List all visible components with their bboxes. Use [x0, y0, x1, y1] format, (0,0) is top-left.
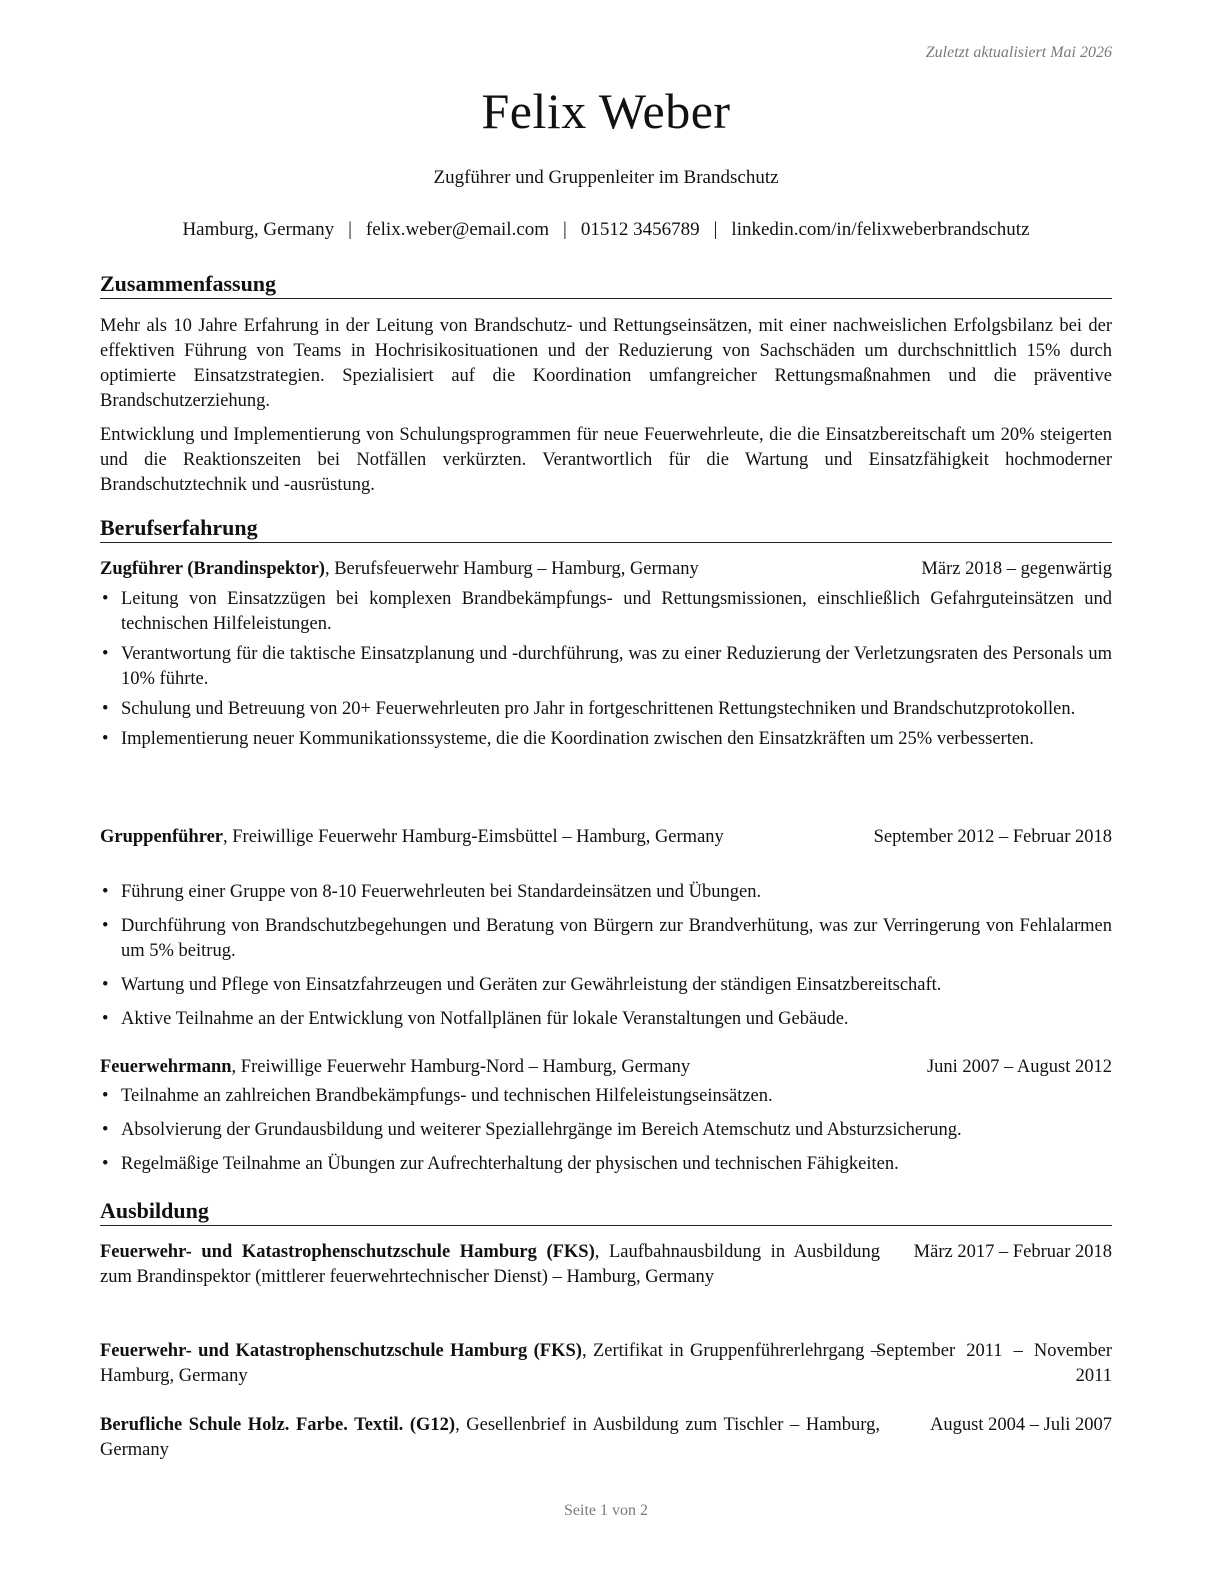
bullet-icon: •: [102, 1154, 109, 1174]
last-updated: Zuletzt aktualisiert Mai 2026: [925, 44, 1112, 61]
bullet-icon: •: [102, 1086, 109, 1106]
education-dates: September 2011 – November 2011: [876, 1341, 1112, 1386]
job-role: Feuerwehrmann: [100, 1057, 232, 1077]
candidate-name: Felix Weber: [481, 83, 731, 139]
contact-separator: |: [713, 219, 718, 240]
job-dates: Juni 2007 – August 2012: [926, 1057, 1112, 1077]
job-org: , Freiwillige Feuerwehr Hamburg-Eimsbüttel – Hamburg, Germany: [223, 827, 724, 847]
section-title-experience: Berufserfahrung: [100, 515, 1112, 543]
contact-linkedin[interactable]: linkedin.com/in/felixweberbrandschutz: [731, 219, 1030, 240]
bullet-icon: •: [102, 729, 109, 749]
contact-location: Hamburg, Germany: [182, 219, 335, 240]
bullet-icon: •: [102, 916, 109, 936]
list-item: • Teilnahme an zahlreichen Brandbekämpfungs- und technischen Hilfeleistungseinsätzen.: [100, 1084, 1112, 1109]
education-detail: , Laufbahnausbildung in Ausbildung zum Brandinspektor (mittlerer feuerwehrtechnischer Dienst) – Hamburg, Germany: [100, 1242, 880, 1287]
job-role: Zugführer (Brandinspektor): [100, 559, 325, 579]
bullet-icon: •: [102, 975, 109, 995]
summary-paragraph: Entwicklung und Implementierung von Schulungsprogrammen für neue Feuerwehrleute, die die Einsatzbereitschaft um 20% steigerten und die Reaktionszeiten bei Notfällen verkürzten. Verantwortlich für die Wartung und Einsatzfähigkeit hochmoderner Brandschutztechnik und -ausrüstung.: [100, 425, 1112, 495]
job-dates: März 2018 – gegenwärtig: [921, 559, 1112, 579]
list-item: • Schulung und Betreuung von 20+ Feuerwehrleuten pro Jahr in fortgeschrittenen Rettungstechniken und Brandschutzprotokollen.: [100, 697, 1112, 722]
education-school: Feuerwehr- und Katastrophenschutzschule Hamburg (FKS): [100, 1242, 595, 1262]
job-org: , Freiwillige Feuerwehr Hamburg-Nord – Hamburg, Germany: [231, 1057, 691, 1077]
list-item: • Regelmäßige Teilnahme an Übungen zur Aufrechterhaltung der physischen und technischen Fähigkeiten.: [100, 1152, 1112, 1177]
bullet-icon: •: [102, 699, 109, 719]
list-item: • Aktive Teilnahme an der Entwicklung von Notfallplänen für lokale Veranstaltungen und Gebäude.: [100, 1007, 1112, 1032]
contact-line: [100, 219, 1112, 241]
job-dates: September 2012 – Februar 2018: [873, 827, 1112, 847]
list-item: • Führung einer Gruppe von 8-10 Feuerwehrleuten bei Standardeinsätzen und Übungen.: [100, 880, 1112, 905]
job-bullets: [100, 1084, 1112, 1186]
bullet-icon: •: [102, 1120, 109, 1140]
list-item: • Wartung und Pflege von Einsatzfahrzeugen und Geräten zur Gewährleistung der ständigen Einsatzbereitschaft.: [100, 973, 1112, 998]
section-title-summary: Zusammenfassung: [100, 271, 1112, 299]
job-role: Gruppenführer: [100, 827, 224, 847]
list-item: • Absolvierung der Grundausbildung und weiterer Speziallehrgänge im Bereich Atemschutz und Absturzsicherung.: [100, 1118, 1112, 1143]
bullet-icon: •: [102, 882, 109, 902]
bullet-icon: •: [102, 1009, 109, 1029]
list-item: • Leitung von Einsatzzügen bei komplexen Brandbekämpfungs- und Rettungsmissionen, einschließlich Gefahrguteinsätzen und technischen Hilfeleistungen.: [102, 589, 1112, 634]
education-school: Feuerwehr- und Katastrophenschutzschule Hamburg (FKS): [100, 1341, 582, 1361]
contact-phone[interactable]: 01512 3456789: [580, 219, 700, 240]
contact-separator: |: [563, 219, 567, 240]
list-item: • Verantwortung für die taktische Einsatzplanung und -durchführung, was zu einer Reduzierung der Verletzungsraten des Personals um 10% führte.: [102, 644, 1112, 689]
bullet-icon: •: [102, 644, 109, 664]
summary-paragraph: Mehr als 10 Jahre Erfahrung in der Leitung von Brandschutz- und Rettungseinsätzen, mit einer nachweislichen Erfolgsbilanz bei der effektiven Führung von Teams in Hochrisikosituationen und der Reduzierung von Sachschäden um durchschnittlich 15% durch optimierte Einsatzstrategien. Spezialisiert auf die Koordination umfangreicher Rettungsmaßnahmen und die präventive Brandschutzerziehung.: [100, 316, 1112, 411]
job-org: , Berufsfeuerwehr Hamburg – Hamburg, Germany: [324, 559, 699, 579]
list-item: • Implementierung neuer Kommunikationssysteme, die die Koordination zwischen den Einsatzkräften um 25% verbesserten.: [100, 727, 1112, 752]
job-bullets: [100, 587, 1112, 757]
section-title-education: Ausbildung: [100, 1198, 1112, 1226]
contact-separator: |: [348, 219, 352, 240]
candidate-title: Zugführer und Gruppenleiter im Brandschutz: [433, 167, 779, 188]
page-number: Seite 1 von 2: [564, 1502, 648, 1519]
contact-email[interactable]: felix.weber@email.com: [365, 219, 550, 240]
list-item: • Durchführung von Brandschutzbegehungen und Beratung von Bürgern zur Brandverhütung, was zur Verringerung von Fehlalarmen um 5% beitrug.: [102, 916, 1112, 961]
bullet-icon: •: [102, 589, 109, 609]
education-detail: , Gesellenbrief in Ausbildung zum Tischler – Hamburg, Germany: [100, 1415, 880, 1460]
resume-page: [100, 0, 1112, 1584]
education-detail: , Zertifikat in Gruppenführerlehrgang – Hamburg, Germany: [100, 1341, 880, 1386]
job-bullets: [100, 880, 1112, 1041]
education-dates: März 2017 – Februar 2018: [913, 1242, 1112, 1262]
education-school: Berufliche Schule Holz. Farbe. Textil. (G12): [100, 1415, 456, 1435]
education-dates: August 2004 – Juli 2007: [930, 1415, 1112, 1435]
